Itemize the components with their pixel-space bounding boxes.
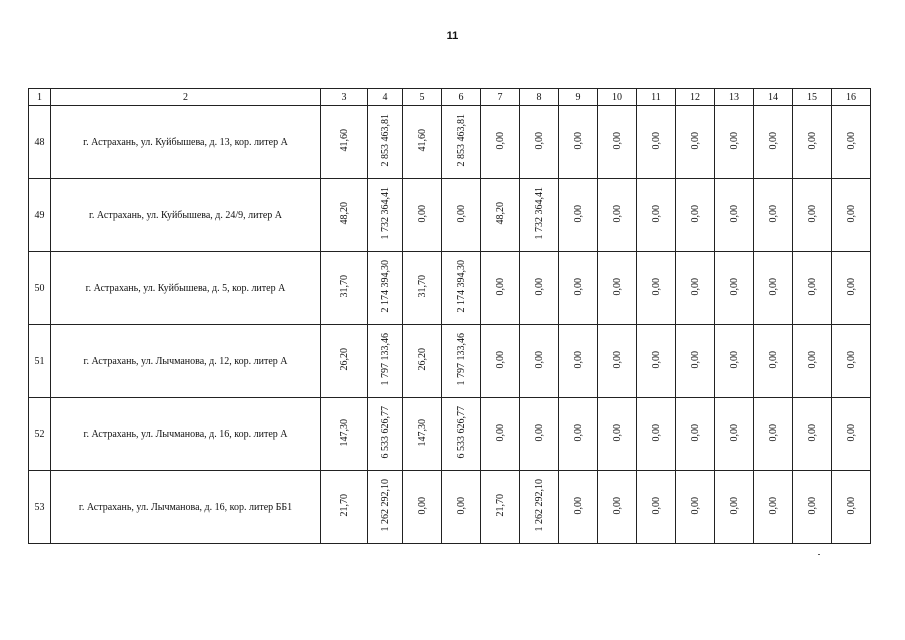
data-table bbox=[28, 88, 871, 544]
table-cell bbox=[559, 106, 598, 179]
cell-value: 0,00 bbox=[728, 350, 740, 369]
table-cell bbox=[793, 179, 832, 252]
cell-value: 0,00 bbox=[767, 204, 779, 223]
table-cell bbox=[637, 325, 676, 398]
table-cell bbox=[442, 106, 481, 179]
cell-value: 0,00 bbox=[689, 350, 701, 369]
cell-value: 0,00 bbox=[611, 277, 623, 296]
cell-value: 147,30 bbox=[338, 418, 350, 447]
table-cell bbox=[754, 471, 793, 544]
cell-value: 0,00 bbox=[767, 423, 779, 442]
table-cell bbox=[520, 179, 559, 252]
table-cell bbox=[598, 471, 637, 544]
cell-value: 2 174 394,30 bbox=[455, 260, 467, 313]
cell-value: 2 853 463,81 bbox=[379, 114, 391, 167]
cell-value: 0,00 bbox=[845, 496, 857, 515]
cell-value: 147,30 bbox=[416, 418, 428, 447]
table-cell bbox=[598, 325, 637, 398]
table-cell bbox=[481, 325, 520, 398]
table-cell bbox=[754, 398, 793, 471]
table-cell bbox=[481, 398, 520, 471]
cell-value: 0,00 bbox=[650, 423, 662, 442]
column-header: 9 bbox=[559, 89, 598, 106]
cell-value: 0,00 bbox=[806, 277, 818, 296]
table-cell bbox=[321, 252, 368, 325]
cell-value: 0,00 bbox=[728, 277, 740, 296]
cell-value: 26,20 bbox=[338, 348, 350, 371]
row-number: 52 bbox=[29, 398, 51, 471]
cell-value: 0,00 bbox=[650, 496, 662, 515]
table-cell bbox=[793, 252, 832, 325]
table-cell bbox=[637, 252, 676, 325]
table-cell bbox=[481, 179, 520, 252]
cell-value: 0,00 bbox=[650, 350, 662, 369]
table-cell bbox=[442, 398, 481, 471]
table-cell bbox=[598, 398, 637, 471]
table-cell bbox=[676, 179, 715, 252]
cell-value: 0,00 bbox=[689, 277, 701, 296]
table-cell bbox=[321, 179, 368, 252]
table-cell bbox=[442, 179, 481, 252]
cell-value: 0,00 bbox=[611, 496, 623, 515]
cell-value: 0,00 bbox=[806, 204, 818, 223]
table-cell bbox=[832, 398, 871, 471]
table-cell bbox=[442, 471, 481, 544]
table-cell bbox=[715, 252, 754, 325]
table-cell bbox=[403, 471, 442, 544]
cell-value: 21,70 bbox=[494, 494, 506, 517]
cell-value: 1 262 292,10 bbox=[379, 479, 391, 532]
table-cell bbox=[442, 325, 481, 398]
table-cell bbox=[676, 325, 715, 398]
table-cell bbox=[321, 325, 368, 398]
table-row bbox=[29, 179, 871, 252]
table-row bbox=[29, 471, 871, 544]
column-header: 1 bbox=[29, 89, 51, 106]
address-cell: г. Астрахань, ул. Лычманова, д. 16, кор. литер А bbox=[51, 398, 321, 471]
cell-value: 1 732 364,41 bbox=[533, 187, 545, 240]
table-cell bbox=[403, 106, 442, 179]
cell-value: 0,00 bbox=[611, 131, 623, 150]
cell-value: 48,20 bbox=[494, 202, 506, 225]
cell-value: 0,00 bbox=[689, 131, 701, 150]
cell-value: 21,70 bbox=[338, 494, 350, 517]
table-cell bbox=[715, 179, 754, 252]
table-row bbox=[29, 252, 871, 325]
column-header: 7 bbox=[481, 89, 520, 106]
row-number: 50 bbox=[29, 252, 51, 325]
cell-value: 0,00 bbox=[494, 131, 506, 150]
table-cell bbox=[520, 471, 559, 544]
table-cell bbox=[559, 252, 598, 325]
table-cell bbox=[676, 106, 715, 179]
table-cell bbox=[368, 325, 403, 398]
cell-value: 6 533 626,77 bbox=[379, 406, 391, 459]
table-cell bbox=[520, 106, 559, 179]
cell-value: 0,00 bbox=[767, 496, 779, 515]
page-number: 11 bbox=[446, 30, 459, 42]
row-number: 51 bbox=[29, 325, 51, 398]
cell-value: 0,00 bbox=[806, 131, 818, 150]
table-cell bbox=[403, 398, 442, 471]
cell-value: 0,00 bbox=[533, 423, 545, 442]
cell-value: 0,00 bbox=[533, 277, 545, 296]
cell-value: 0,00 bbox=[416, 496, 428, 515]
table-cell bbox=[598, 179, 637, 252]
cell-value: 0,00 bbox=[845, 350, 857, 369]
table-cell bbox=[754, 252, 793, 325]
address-cell: г. Астрахань, ул. Куйбышева, д. 24/9, литер А bbox=[51, 179, 321, 252]
cell-value: 0,00 bbox=[611, 423, 623, 442]
column-header: 14 bbox=[754, 89, 793, 106]
column-header: 4 bbox=[368, 89, 403, 106]
cell-value: 1 732 364,41 bbox=[379, 187, 391, 240]
cell-value: 0,00 bbox=[767, 350, 779, 369]
cell-value: 2 853 463,81 bbox=[455, 114, 467, 167]
cell-value: 41,60 bbox=[416, 129, 428, 152]
cell-value: 0,00 bbox=[689, 423, 701, 442]
table-cell bbox=[676, 252, 715, 325]
column-header: 8 bbox=[520, 89, 559, 106]
cell-value: 0,00 bbox=[494, 350, 506, 369]
table-cell bbox=[559, 471, 598, 544]
cell-value: 0,00 bbox=[728, 496, 740, 515]
column-header: 3 bbox=[321, 89, 368, 106]
table-cell bbox=[637, 398, 676, 471]
table-cell bbox=[793, 471, 832, 544]
address-cell: г. Астрахань, ул. Лычманова, д. 12, кор. литер А bbox=[51, 325, 321, 398]
column-header: 16 bbox=[832, 89, 871, 106]
cell-value: 6 533 626,77 bbox=[455, 406, 467, 459]
table-cell bbox=[481, 106, 520, 179]
table-cell bbox=[832, 325, 871, 398]
table-cell bbox=[442, 252, 481, 325]
table-cell bbox=[637, 179, 676, 252]
cell-value: 41,60 bbox=[338, 129, 350, 152]
table-cell bbox=[598, 252, 637, 325]
table-row bbox=[29, 325, 871, 398]
cell-value: 0,00 bbox=[728, 423, 740, 442]
table-cell bbox=[715, 325, 754, 398]
table-cell bbox=[793, 325, 832, 398]
table-cell bbox=[754, 325, 793, 398]
table-cell bbox=[520, 252, 559, 325]
table-cell bbox=[793, 398, 832, 471]
table-cell bbox=[403, 179, 442, 252]
table-cell bbox=[368, 252, 403, 325]
cell-value: 0,00 bbox=[416, 204, 428, 223]
table-cell bbox=[832, 471, 871, 544]
cell-value: 0,00 bbox=[455, 204, 467, 223]
scan-artifact bbox=[818, 554, 820, 555]
cell-value: 0,00 bbox=[728, 204, 740, 223]
table-cell bbox=[559, 325, 598, 398]
table-cell bbox=[481, 252, 520, 325]
cell-value: 0,00 bbox=[845, 423, 857, 442]
cell-value: 0,00 bbox=[572, 496, 584, 515]
cell-value: 0,00 bbox=[572, 131, 584, 150]
cell-value: 0,00 bbox=[845, 277, 857, 296]
table-cell bbox=[403, 252, 442, 325]
table-cell bbox=[368, 179, 403, 252]
column-header: 13 bbox=[715, 89, 754, 106]
cell-value: 0,00 bbox=[767, 131, 779, 150]
cell-value: 48,20 bbox=[338, 202, 350, 225]
table-row bbox=[29, 398, 871, 471]
table-cell bbox=[637, 106, 676, 179]
column-header: 12 bbox=[676, 89, 715, 106]
table-cell bbox=[715, 471, 754, 544]
table-row bbox=[29, 106, 871, 179]
table-cell bbox=[793, 106, 832, 179]
table-cell bbox=[754, 106, 793, 179]
table-cell bbox=[520, 398, 559, 471]
column-header: 10 bbox=[598, 89, 637, 106]
column-header: 2 bbox=[51, 89, 321, 106]
cell-value: 0,00 bbox=[455, 496, 467, 515]
address-cell: г. Астрахань, ул. Куйбышева, д. 5, кор. литер А bbox=[51, 252, 321, 325]
cell-value: 0,00 bbox=[689, 204, 701, 223]
table-cell bbox=[403, 325, 442, 398]
address-cell: г. Астрахань, ул. Лычманова, д. 16, кор. литер ББ1 bbox=[51, 471, 321, 544]
table-cell bbox=[368, 471, 403, 544]
table-cell bbox=[481, 471, 520, 544]
cell-value: 0,00 bbox=[572, 277, 584, 296]
table-cell bbox=[637, 471, 676, 544]
table-cell bbox=[559, 398, 598, 471]
cell-value: 31,70 bbox=[338, 275, 350, 298]
cell-value: 0,00 bbox=[845, 131, 857, 150]
cell-value: 0,00 bbox=[494, 277, 506, 296]
cell-value: 0,00 bbox=[533, 131, 545, 150]
table-cell bbox=[832, 252, 871, 325]
cell-value: 0,00 bbox=[650, 131, 662, 150]
cell-value: 0,00 bbox=[611, 204, 623, 223]
column-header: 15 bbox=[793, 89, 832, 106]
column-header: 6 bbox=[442, 89, 481, 106]
table-cell bbox=[520, 325, 559, 398]
table-cell bbox=[598, 106, 637, 179]
row-number: 53 bbox=[29, 471, 51, 544]
cell-value: 0,00 bbox=[689, 496, 701, 515]
cell-value: 31,70 bbox=[416, 275, 428, 298]
cell-value: 0,00 bbox=[611, 350, 623, 369]
column-header: 5 bbox=[403, 89, 442, 106]
table-cell bbox=[832, 179, 871, 252]
table-cell bbox=[368, 106, 403, 179]
header-row bbox=[29, 89, 871, 106]
table-cell bbox=[715, 398, 754, 471]
cell-value: 0,00 bbox=[572, 204, 584, 223]
row-number: 48 bbox=[29, 106, 51, 179]
cell-value: 0,00 bbox=[650, 277, 662, 296]
cell-value: 0,00 bbox=[728, 131, 740, 150]
row-number: 49 bbox=[29, 179, 51, 252]
table-cell bbox=[715, 106, 754, 179]
table-cell bbox=[559, 179, 598, 252]
table-cell bbox=[321, 106, 368, 179]
cell-value: 2 174 394,30 bbox=[379, 260, 391, 313]
cell-value: 0,00 bbox=[767, 277, 779, 296]
cell-value: 0,00 bbox=[533, 350, 545, 369]
cell-value: 26,20 bbox=[416, 348, 428, 371]
table-cell bbox=[368, 398, 403, 471]
cell-value: 1 797 133,46 bbox=[455, 333, 467, 386]
cell-value: 0,00 bbox=[845, 204, 857, 223]
table-cell bbox=[321, 471, 368, 544]
cell-value: 0,00 bbox=[494, 423, 506, 442]
cell-value: 0,00 bbox=[572, 350, 584, 369]
table-cell bbox=[676, 471, 715, 544]
table-cell bbox=[754, 179, 793, 252]
cell-value: 1 797 133,46 bbox=[379, 333, 391, 386]
column-header: 11 bbox=[637, 89, 676, 106]
cell-value: 0,00 bbox=[806, 423, 818, 442]
cell-value: 1 262 292,10 bbox=[533, 479, 545, 532]
cell-value: 0,00 bbox=[572, 423, 584, 442]
address-cell: г. Астрахань, ул. Куйбышева, д. 13, кор. литер А bbox=[51, 106, 321, 179]
table-cell bbox=[676, 398, 715, 471]
table-cell bbox=[321, 398, 368, 471]
cell-value: 0,00 bbox=[806, 350, 818, 369]
cell-value: 0,00 bbox=[650, 204, 662, 223]
table-cell bbox=[832, 106, 871, 179]
cell-value: 0,00 bbox=[806, 496, 818, 515]
